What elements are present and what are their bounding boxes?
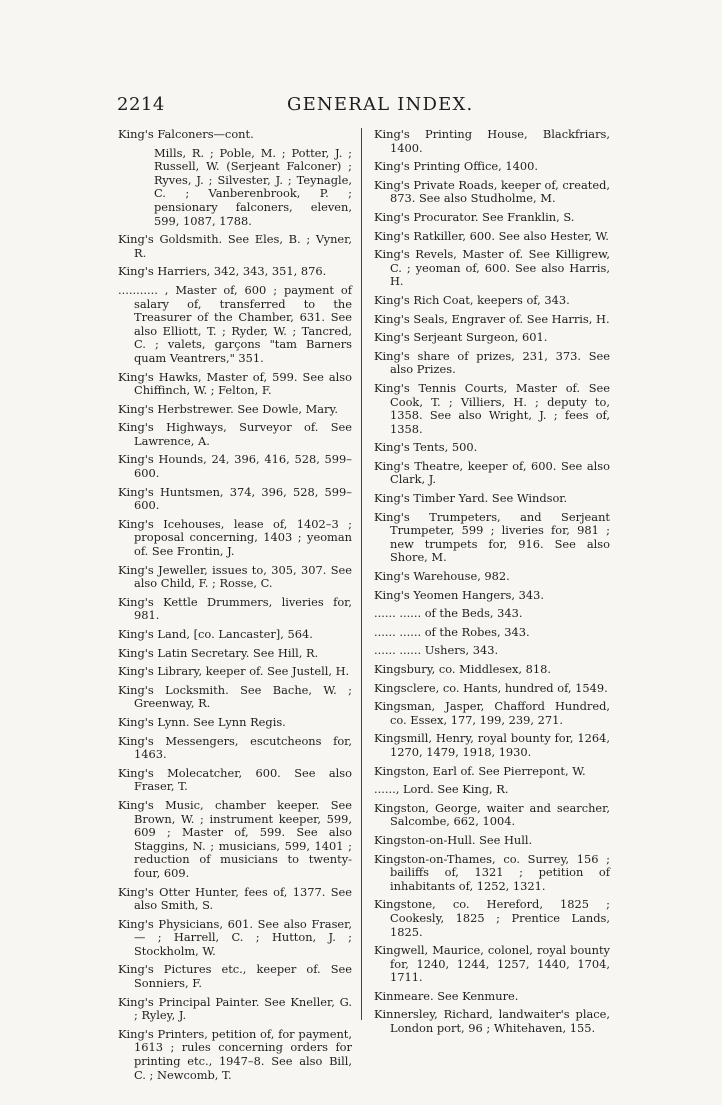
index-entry: King's Physicians, 601. See also Fraser, — ; Harrell, C. ; Hutton, J. ; Stockholm, W. (118, 916, 352, 958)
index-entry: Kinmeare. See Kenmure. (374, 988, 519, 1003)
index-entry: King's Lynn. See Lynn Regis. (118, 714, 286, 729)
index-column-left (118, 128, 352, 1087)
index-entry: King's Land, [co. Lancaster], 564. (118, 627, 313, 641)
index-entry: King's Tents, 500. (374, 440, 478, 455)
index-entry: King's Icehouses, lease of, 1402–3 ; proposal concerning, 1403 ; yeoman of. See Frontin, J. (118, 516, 352, 559)
index-entry: ...... ...... Ushers, 343. (374, 643, 499, 658)
index-entry: King's Printing Office, 1400. (374, 159, 538, 174)
index-entry: King's Serjeant Surgeon, 601. (374, 330, 548, 345)
index-entry: King's share of prizes, 231, 373. See also Prizes. (374, 348, 610, 377)
index-entry: King's Warehouse, 982. (374, 569, 510, 584)
index-entry: Kingsbury, co. Middlesex, 818. (374, 662, 552, 676)
index-entry: Kingsman, Jasper, Chafford Hundred, co. Essex, 177, 199, 239, 271. (374, 699, 610, 727)
index-entry: King's Huntsmen, 374, 396, 528, 599–600. (118, 484, 352, 513)
index-entry: King's Trumpeters, and Serjeant Trumpeter, 599 ; liveries for, 981 ; new trumpets for, 916. See also Shore, M. (374, 509, 610, 565)
index-entry: King's Messengers, escutcheons for, 1463. (118, 733, 352, 762)
index-entry: ........... , Master of, 600 ; payment of salary of, transferred to the Treasurer of the Chamber, 631. See also Elliott, T. ; Ryder, W. ; Tancred, C. ; valets, garçons "tam Barners quam Veantrers," 351. (118, 282, 352, 365)
index-entry: King's Goldsmith. See Eles, B. ; Vyner, R. (118, 232, 352, 260)
index-entry: King's Principal Painter. See Kneller, G. ; Ryley, J. (118, 994, 352, 1023)
index-entry: Kingston-on-Thames, co. Surrey, 156 ; bailiffs of, 1321 ; petition of inhabitants of, 1252, 1321. (374, 851, 610, 893)
index-entry: Mills, R. ; Poble, M. ; Potter, J. ; Russell, W. (Serjeant Falconer) ; Ryves, J. ; Silvester, J. ; Teynagle, C. ; Vanberenbrook, P. ; pensionary falconers, eleven, 599, 1087, 1788. (154, 145, 352, 228)
index-entry: Kingston-on-Hull. See Hull. (374, 832, 533, 847)
index-entry: King's Locksmith. See Bache, W. ; Greenway, R. (118, 682, 352, 711)
index-entry: King's Timber Yard. See Windsor. (374, 491, 568, 506)
index-entry: King's Rich Coat, keepers of, 343. (374, 292, 570, 307)
index-entry: Kingstone, co. Hereford, 1825 ; Cookesly, 1825 ; Prentice Lands, 1825. (374, 897, 610, 939)
column-divider (361, 128, 362, 1020)
index-entry: King's Ratkiller, 600. See also Hester, W. (374, 228, 609, 243)
index-entry: King's Hawks, Master of, 599. See also Chiffinch, W. ; Felton, F. (118, 369, 352, 398)
index-entry: King's Jeweller, issues to, 305, 307. See also Child, F. ; Rosse, C. (118, 562, 352, 591)
index-entry: King's Latin Secretary. See Hill, R. (118, 645, 319, 660)
index-entry: King's Revels, Master of. See Killigrew, C. ; yeoman of, 600. See also Harris, H. (374, 247, 610, 289)
index-entry: Kingwell, Maurice, colonel, royal bounty for, 1240, 1244, 1257, 1440, 1704, 1711. (374, 943, 610, 985)
page-title: GENERAL INDEX. (287, 94, 474, 115)
index-entry: King's Herbstrewer. See Dowle, Mary. (118, 401, 339, 416)
index-entry: Kinnersley, Richard, landwaiter's place, London port, 96 ; Whitehaven, 155. (374, 1007, 610, 1036)
index-entry: King's Otter Hunter, fees of, 1377. See also Smith, S. (118, 884, 352, 913)
index-entry: Kingston, George, waiter and searcher, Salcombe, 662, 1004. (374, 800, 610, 829)
index-entry: King's Seals, Engraver of. See Harris, H. (374, 311, 610, 326)
index-column-right (374, 128, 610, 1041)
index-entry: King's Printers, petition of, for payment, 1613 ; rules concerning orders for printing etc., 1947–8. See also Bill, C. ; Newcomb, T. (118, 1026, 352, 1082)
page-number: 2214 (117, 94, 165, 115)
index-entry: King's Yeomen Hangers, 343. (374, 587, 544, 602)
index-entry: Kingsmill, Henry, royal bounty for, 1264, 1270, 1479, 1918, 1930. (374, 731, 610, 759)
index-entry: Kingston, Earl of. See Pierrepont, W. (374, 763, 586, 778)
index-entry: King's Kettle Drummers, liveries for, 981. (118, 594, 352, 623)
index-entry: King's Highways, Surveyor of. See Lawrence, A. (118, 420, 352, 448)
index-entry: King's Pictures etc., keeper of. See Sonniers, F. (118, 962, 352, 991)
index-entry: King's Harriers, 342, 343, 351, 876. (118, 264, 327, 279)
index-entry: King's Theatre, keeper of, 600. See also Clark, J. (374, 458, 610, 487)
index-entry: Kingsclere, co. Hants, hundred of, 1549. (374, 680, 608, 695)
index-entry: ......, Lord. See King, R. (374, 782, 509, 797)
index-entry: ...... ...... of the Beds, 343. (374, 606, 523, 621)
index-entry: King's Falconers—cont. (118, 127, 254, 141)
index-entry: King's Procurator. See Franklin, S. (374, 209, 575, 224)
index-entry: ...... ...... of the Robes, 343. (374, 624, 530, 639)
index-entry: King's Library, keeper of. See Justell, H. (118, 664, 350, 679)
index-entry: King's Molecatcher, 600. See also Fraser, T. (118, 765, 352, 794)
index-entry: King's Tennis Courts, Master of. See Cook, T. ; Villiers, H. ; deputy to, 1358. See also Wright, J. ; fees of, 1358. (374, 380, 610, 436)
index-entry: King's Private Roads, keeper of, created, 873. See also Studholme, M. (374, 177, 610, 206)
index-entry: King's Printing House, Blackfriars, 1400. (374, 127, 610, 155)
index-entry: King's Hounds, 24, 396, 416, 528, 599–600. (118, 452, 352, 481)
index-entry: King's Music, chamber keeper. See Brown, W. ; instrument keeper, 599, 609 ; Master of, 599. See also Staggins, N. ; musicians, 599, 1401 ; reduction of musicians to twenty-four, 609. (118, 797, 352, 880)
